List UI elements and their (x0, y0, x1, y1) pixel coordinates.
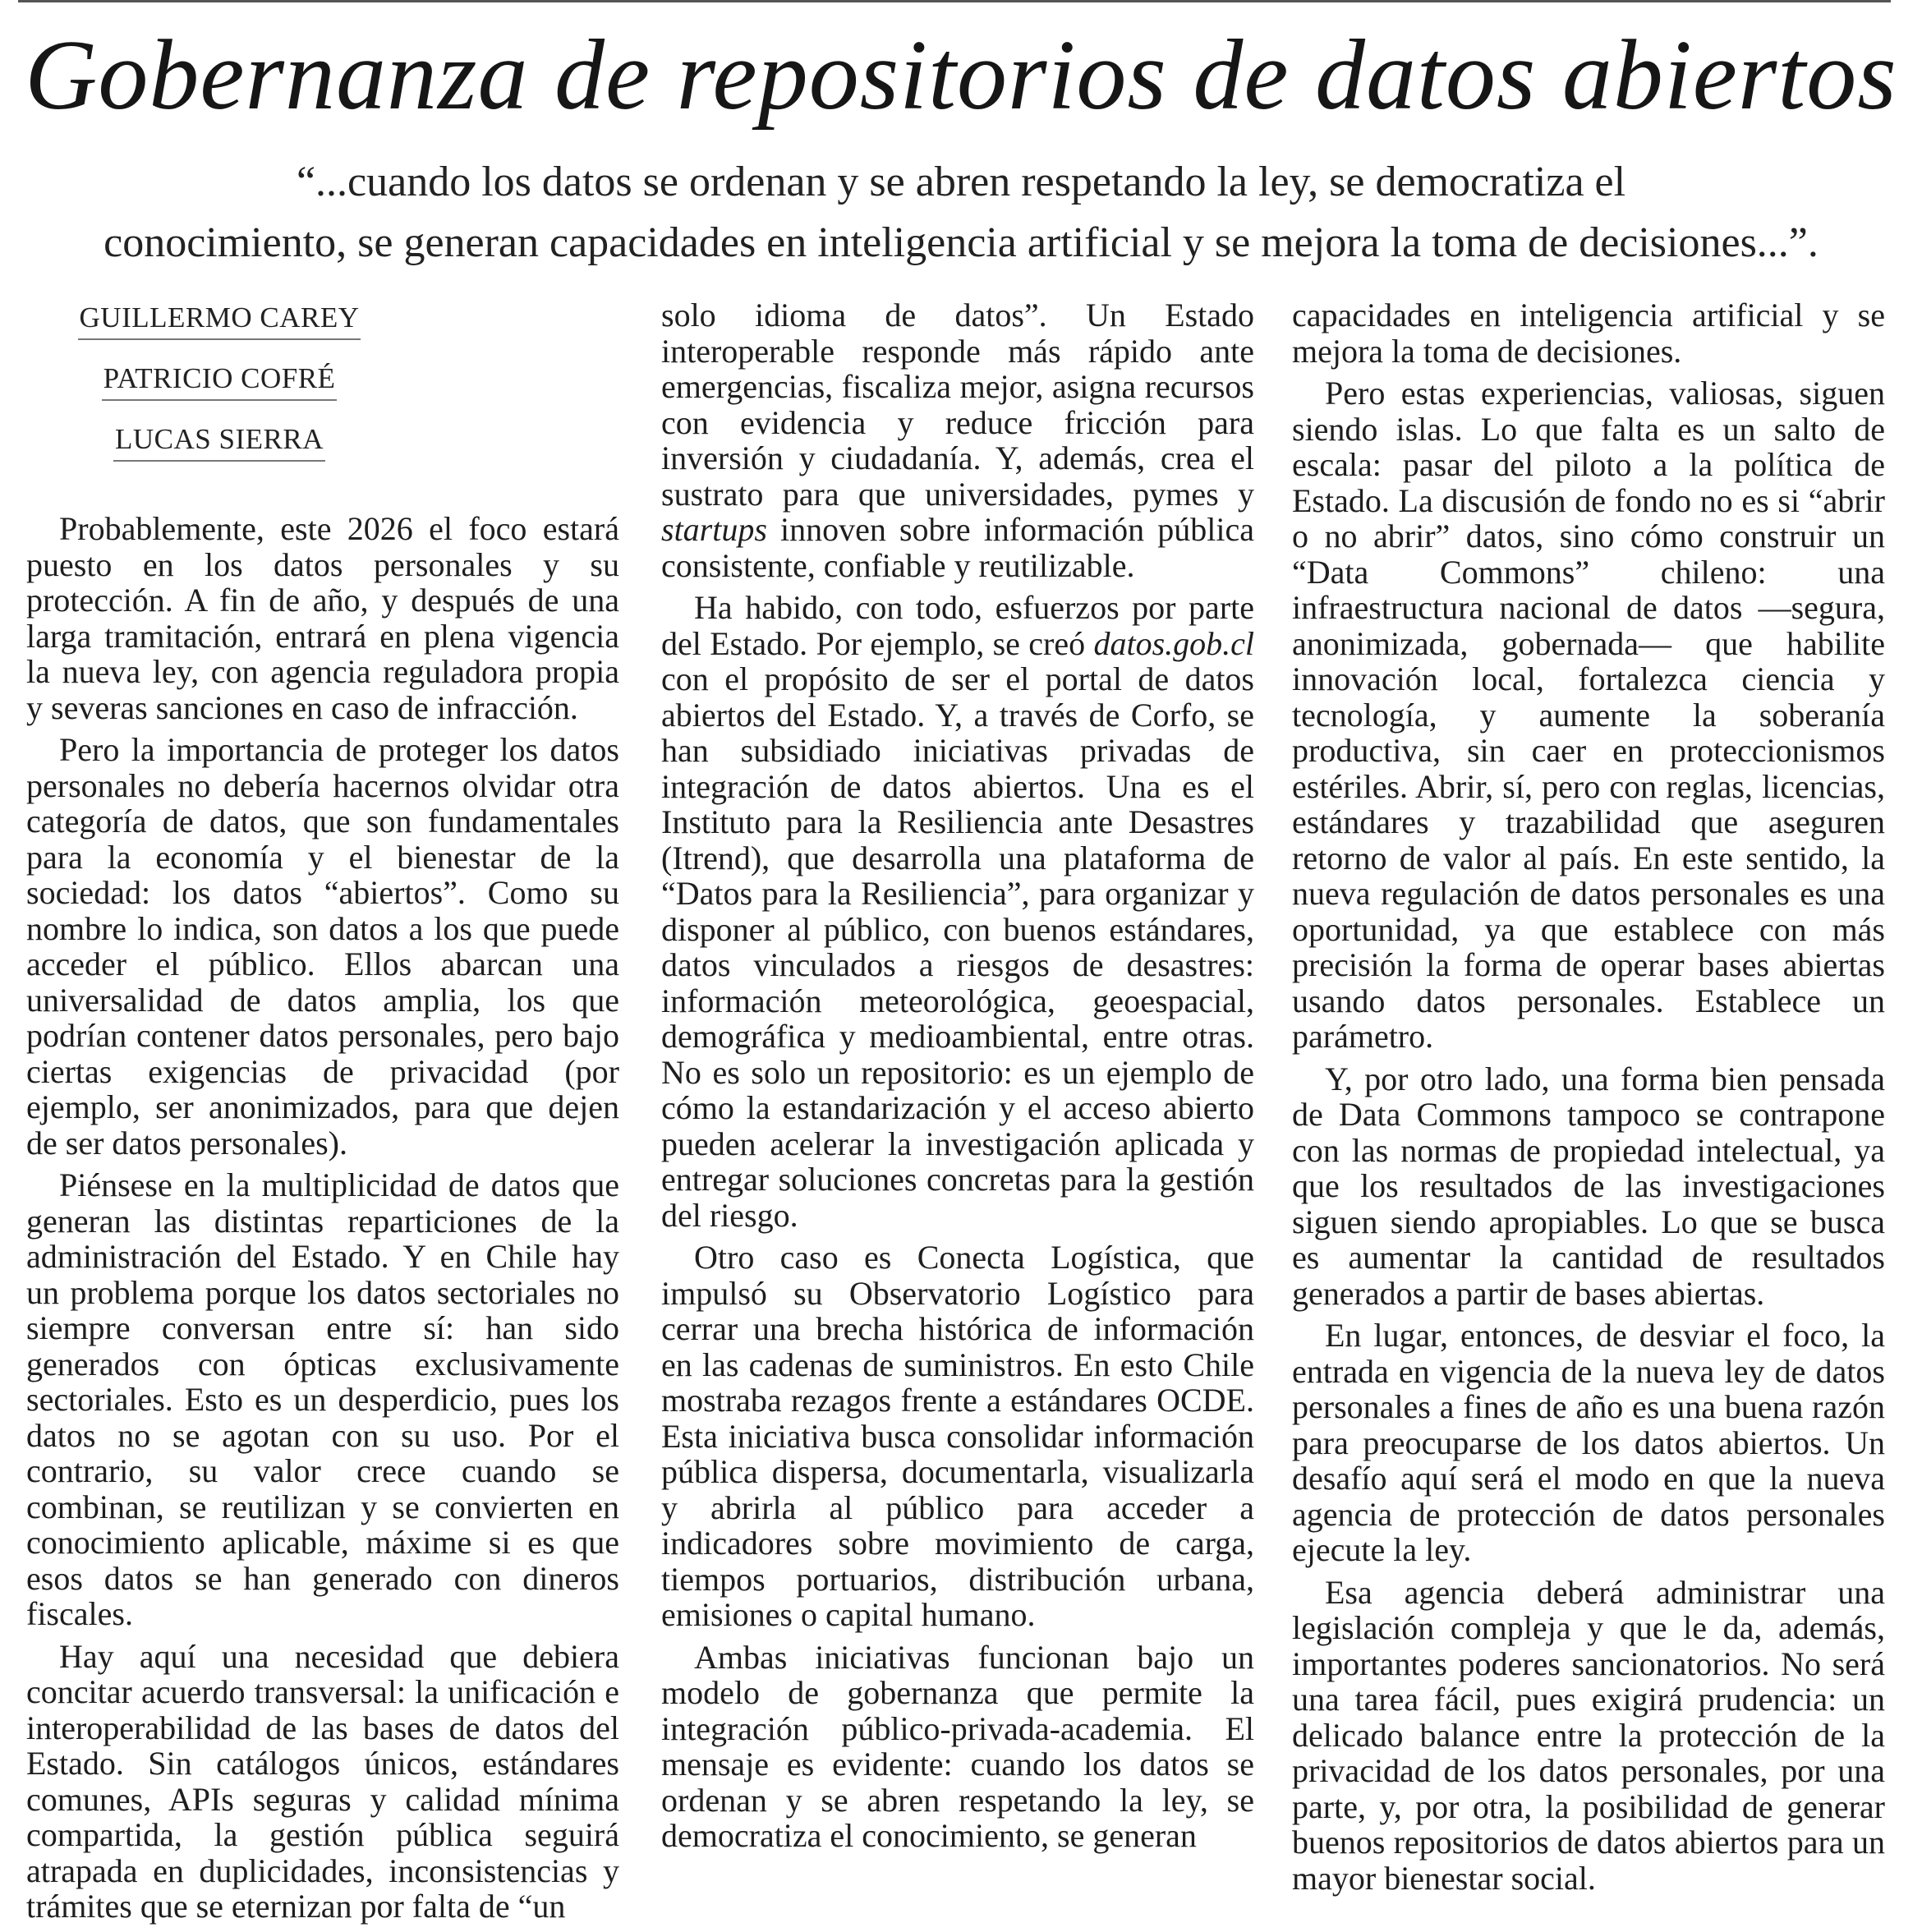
pull-quote-line: “...cuando los datos se ordenan y se abren respetando la ley, se democratiza el (296, 159, 1626, 205)
body-paragraph: Piénsese en la multiplicidad de datos que generan las distintas reparticiones de la administración del Estado. Y en Chile hay un problema porque los datos sectoriales no siempre conversan entre sí: han sido generados con ópticas exclusivamente sectoriales. Esto es un desperdicio, pues los datos no se agotan con su uso. Por el contrario, su valor crece cuando se combinan, se reutilizan y se convierten en conocimiento aplicable, máxime si es que esos datos se han generado con dineros fiscales. (26, 1166, 619, 1632)
body-paragraph: Y, por otro lado, una forma bien pensada de Data Commons tampoco se contrapone con las normas de propiedad intelectual, ya que los resultados de las investigaciones siguen siendo apropiables. Lo que se busca es aumentar la cantidad de resultados generados a partir de bases abiertas. (1292, 1060, 1885, 1312)
author-name: GUILLERMO CAREY (78, 299, 361, 340)
author-name: PATRICIO COFRÉ (102, 360, 338, 401)
body-paragraph: Pero la importancia de proteger los datos personales no debería hacernos olvidar otra categoría de datos, que son fundamentales para la economía y el bienestar de la sociedad: los datos “abiertos”. Como su nombre lo indica, son datos a los que puede acceder el público. Ellos abarcan una universalidad de datos amplia, los que podrían contener datos personales, pero bajo ciertas exigencias de privacidad (por ejemplo, ser anonimizados, para que dejen de ser datos personales). (26, 731, 619, 1162)
headline: Gobernanza de repositorios de datos abiertos (25, 20, 1897, 131)
italic-term: startups (661, 511, 767, 548)
body-paragraph (661, 297, 1254, 583)
pull-quote (45, 152, 1877, 274)
body-paragraph: Hay aquí una necesidad que debiera concitar acuerdo transversal: la unificación e interoperabilidad de las bases de datos del Estado. Sin catálogos únicos, estándares comunes, APIs seguras y calidad mínima compartida, la gestión pública seguirá atrapada en duplicidades, inconsistencias y trámites que se eternizan por falta de “un (26, 1637, 619, 1925)
body-paragraph: Esa agencia deberá administrar una legislación compleja y que le da, además, importantes poderes sancionatorios. No será una tarea fácil, pues exigirá prudencia: un delicado balance entre la protección de la privacidad de los datos personales, por una parte, y, por otra, la posibilidad de generar buenos repositorios de datos abiertos para un mayor bienestar social. (1292, 1573, 1885, 1897)
body-paragraph: En lugar, entonces, de desviar el foco, la entrada en vigencia de la nueva ley de datos personales a fines de año es una buena razón para preocuparse de los datos abiertos. Un desafío aquí será el modo en que la nueva agencia de protección de datos personales ejecute la ley. (1292, 1317, 1885, 1568)
paragraph-text: con el propósito de ser el portal de datos abiertos del Estado. Y, a través de Corfo, se han subsidiado iniciativas privadas de integración de datos abiertos. Una es el Instituto para la Resiliencia ante Desastres (Itrend), que desarrolla una plataforma de “Datos para la Resiliencia”, para organizar y disponer al público, con buenos estándares, datos vinculados a riesgos de desastres: información meteorológica, geoespacial, demográfica y medioambiental, entre otras. No es solo un repositorio: es un ejemplo de cómo la estandarización y el acceso abierto pueden acelerar la investigación aplicada y entregar soluciones concretas para la gestión del riesgo. (661, 660, 1254, 1234)
article-column-2 (661, 297, 1254, 1861)
body-paragraph: capacidades en inteligencia artificial y se mejora la toma de decisiones. (1292, 297, 1885, 370)
paragraph-text: innoven sobre información pública consistente, confiable y reutilizable. (661, 511, 1254, 584)
top-rule (18, 0, 1891, 2)
body-paragraph: Ambas iniciativas funcionan bajo un modelo de gobernanza que permite la integración público-privada-academia. El mensaje es evidente: cuando los datos se ordenan y se abren respetando la ley, se democratiza el conocimiento, se generan (661, 1638, 1254, 1854)
body-paragraph: Probablemente, este 2026 el foco estará puesto en los datos personales y su protección. A fin de año, y después de una larga tramitación, entrará en plena vigencia la nueva ley, con agencia reguladora propia y severas sanciones en caso de infracción. (26, 510, 619, 726)
body-paragraph: Otro caso es Conecta Logística, que impulsó su Observatorio Logístico para cerrar una brecha histórica de información en las cadenas de suministros. En esto Chile mostraba rezagos frente a estándares OCDE. Esta iniciativa busca consolidar información pública dispersa, documentarla, visualizarla y abrirla al público para acceder a indicadores sobre movimiento de carga, tiempos portuarios, distribución urbana, emisiones o capital humano. (661, 1239, 1254, 1633)
body-paragraph: Pero estas experiencias, valiosas, siguen siendo islas. Lo que falta es un salto de escala: pasar del piloto a la política de Estado. La discusión de fondo no es si “abrir o no abrir” datos, sino cómo construir un “Data Commons” chileno: una infraestructura nacional de datos —segura, anonimizada, gobernada— que habilite innovación local, fortalezca ciencia y tecnología, y aumente la soberanía productiva, sin caer en proteccionismos estériles. Abrir, sí, pero con reglas, licencias, estándares y trazabilidad que aseguren retorno de valor al país. En este sentido, la nueva regulación de datos personales es una oportunidad, ya que establece con más precisión la forma de operar bases abiertas usando datos personales. Establece un parámetro. (1292, 375, 1885, 1055)
article-column-3 (1292, 297, 1885, 1902)
website-name: datos.gob.cl (1093, 624, 1254, 662)
author-list (26, 297, 412, 480)
body-paragraph (661, 590, 1254, 1233)
pull-quote-line: conocimiento, se generan capacidades en inteligencia artificial y se mejora la toma de decisiones...”. (103, 219, 1819, 266)
article-column-1 (26, 297, 619, 1931)
paragraph-text: Ha habido, con todo, esfuerzos por parte del Estado. Por ejemplo, se creó (661, 589, 1254, 662)
paragraph-text: solo idioma de datos”. Un Estado interoperable responde más rápido ante emergencias, fiscaliza mejor, asigna recursos con evidencia y reduce fricción para inversión y ciudadanía. Y, además, crea el sustrato para que universidades, pymes y (661, 297, 1254, 513)
author-name: LUCAS SIERRA (113, 421, 325, 462)
